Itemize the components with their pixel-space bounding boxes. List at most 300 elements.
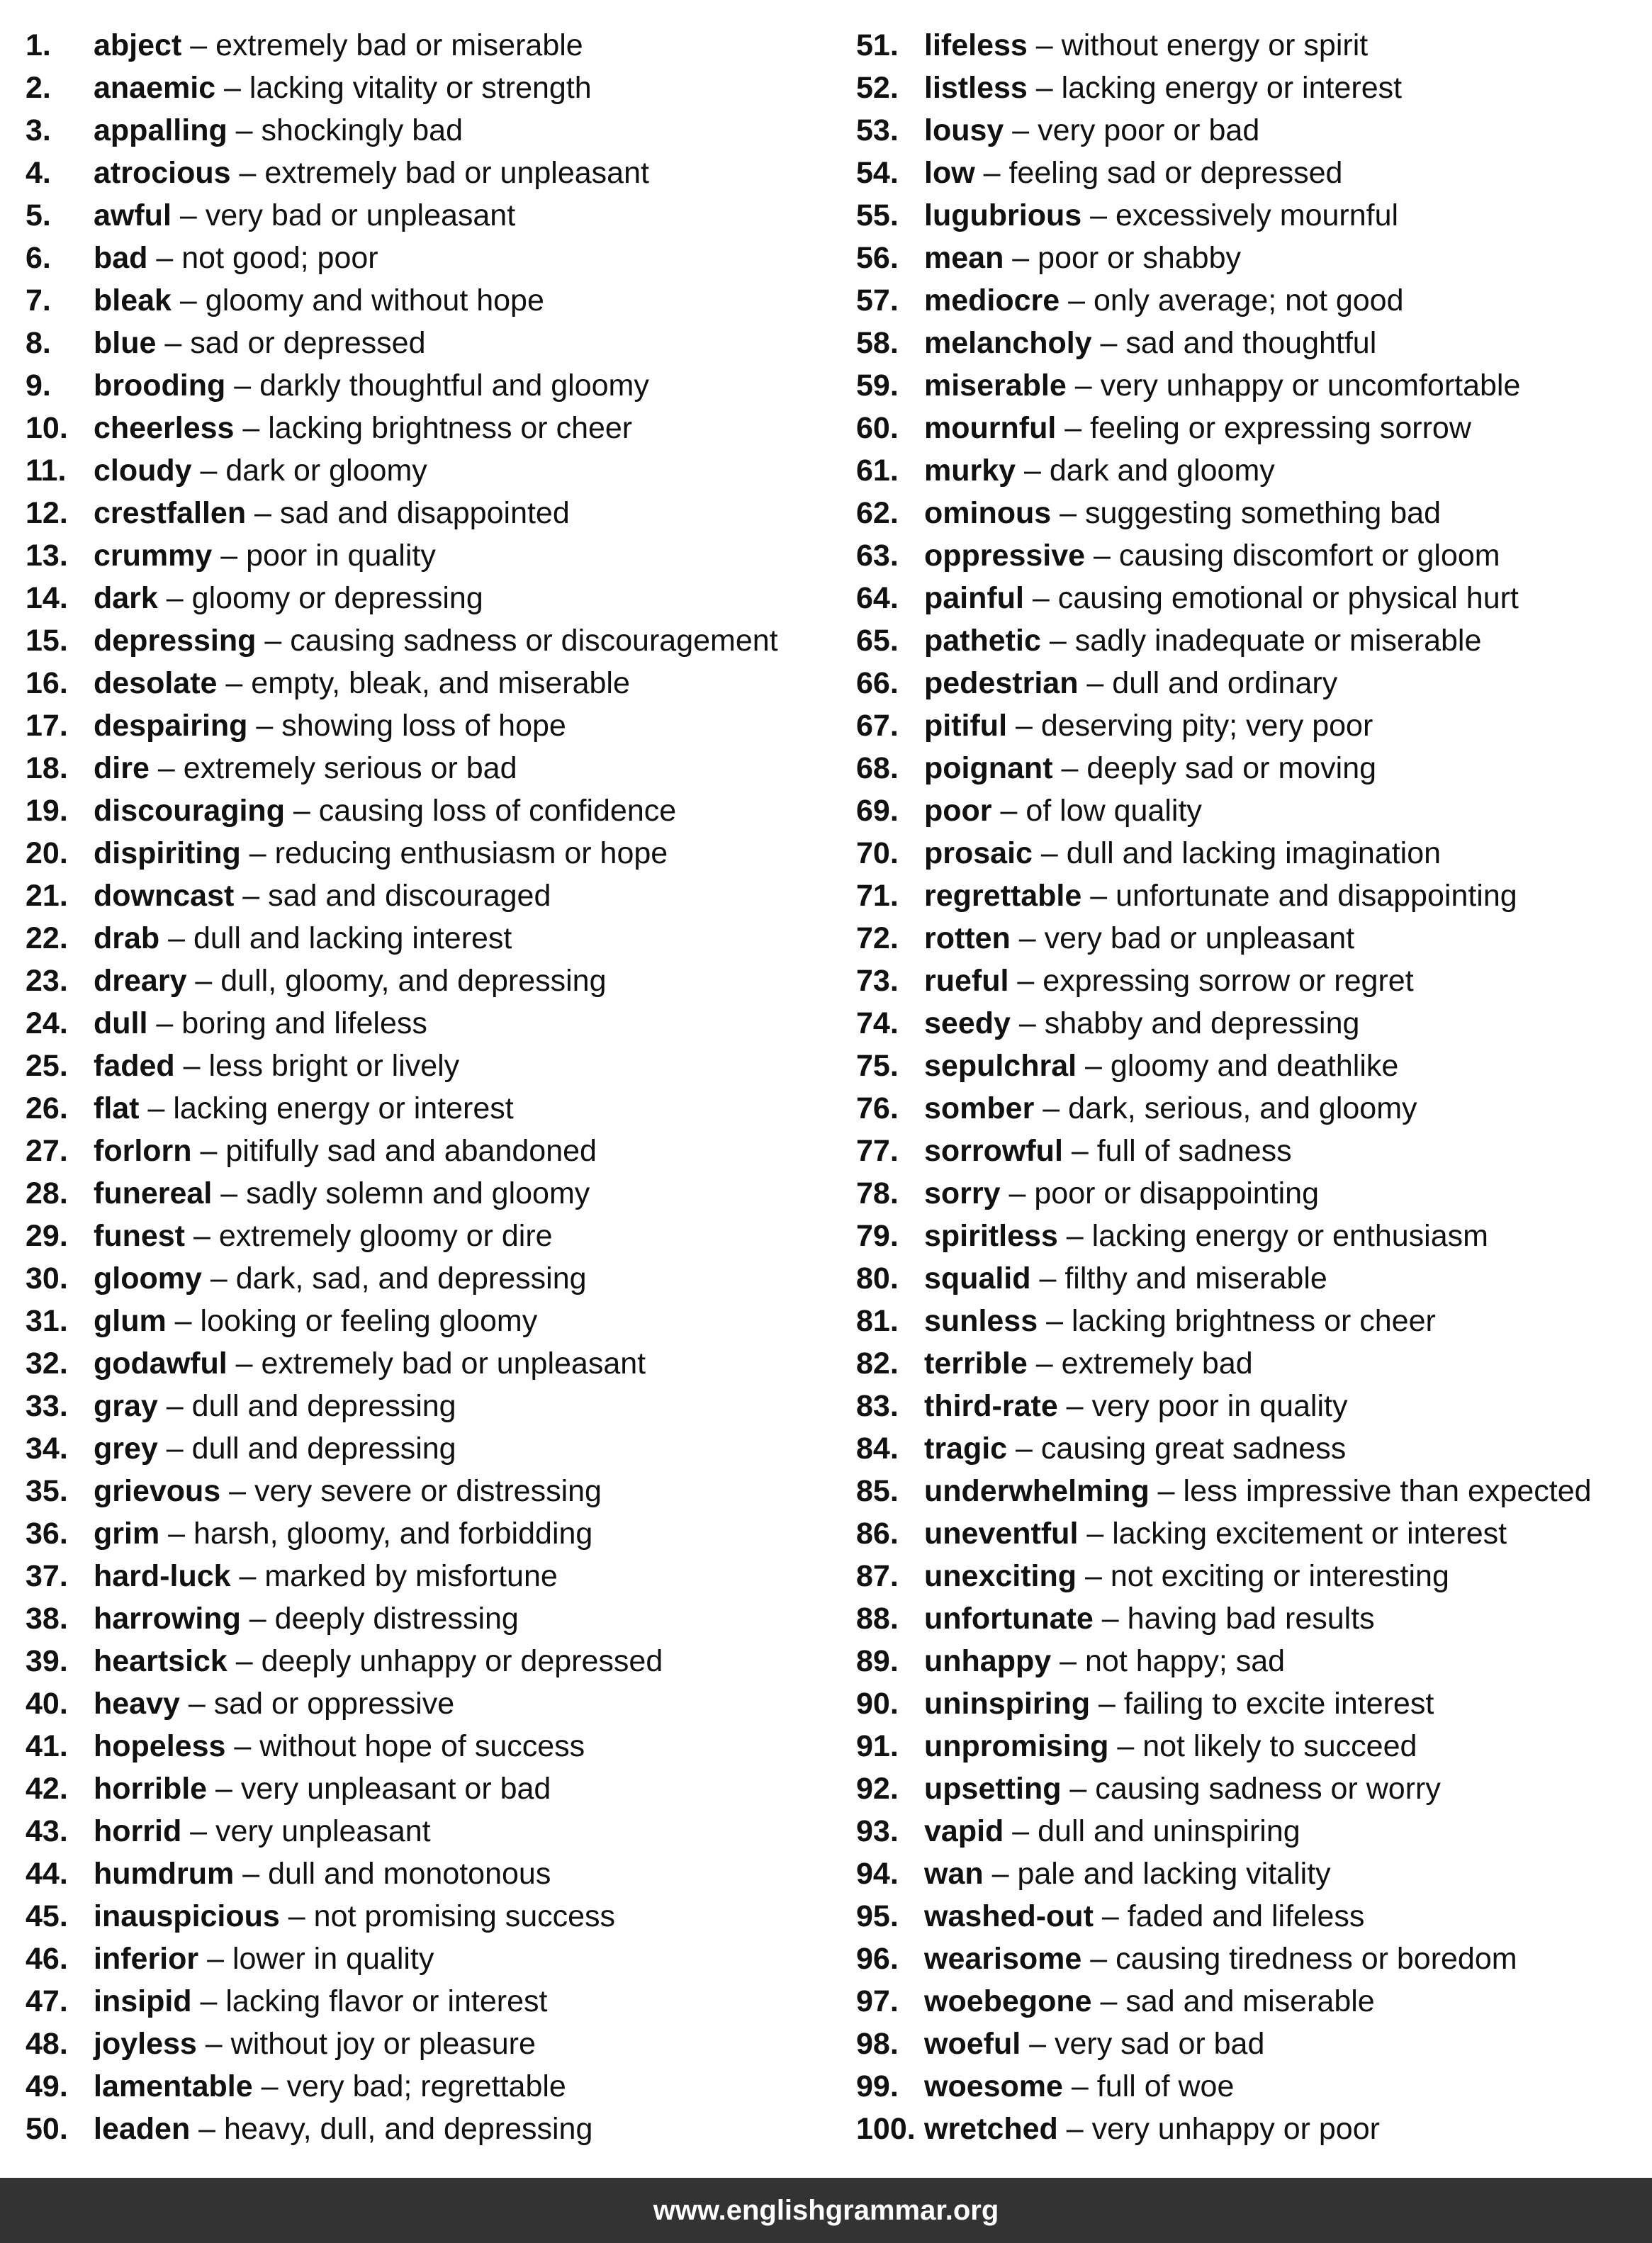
item-word: heavy [94, 1687, 180, 1721]
list-item [856, 322, 1643, 364]
item-word: cheerless [94, 411, 235, 445]
item-text [94, 2023, 536, 2065]
list-item [856, 1810, 1643, 1853]
item-definition: very bad or unpleasant [1044, 921, 1355, 955]
item-word: dull [94, 1006, 148, 1040]
item-word: gray [94, 1389, 158, 1423]
item-word: harrowing [94, 1602, 241, 1636]
list-item [26, 1810, 841, 1853]
item-separator: – [147, 1006, 182, 1040]
item-separator: – [1000, 1176, 1035, 1210]
item-definition: causing loss of confidence [318, 794, 677, 828]
item-number: 1. [26, 28, 51, 62]
item-word: ominous [924, 496, 1052, 530]
item-separator: – [1062, 2069, 1097, 2103]
item-word: insipid [94, 1984, 192, 2018]
item-number: 94. [856, 1857, 899, 1891]
item-number: 51. [856, 28, 899, 62]
item-number: 29. [26, 1219, 68, 1253]
item-number: 92. [856, 1772, 899, 1806]
item-number: 47. [26, 1984, 68, 2018]
item-definition: sad and discouraged [268, 879, 551, 913]
item-definition: gloomy or depressing [191, 581, 483, 615]
item-text [94, 1980, 547, 2023]
item-definition: pitifully sad and abandoned [225, 1134, 597, 1168]
item-text [924, 917, 1354, 960]
item-definition: very poor in quality [1091, 1389, 1348, 1423]
item-word: inauspicious [94, 1899, 280, 1933]
item-number: 69. [856, 794, 899, 828]
item-number: 18. [26, 751, 68, 785]
list-item [26, 1725, 841, 1767]
item-text [924, 492, 1441, 534]
item-separator: – [191, 1134, 226, 1168]
list-item [856, 1045, 1643, 1087]
item-definition: without energy or spirit [1061, 28, 1369, 62]
list-item [856, 364, 1643, 407]
item-separator: – [1007, 1432, 1041, 1466]
item-number: 15. [26, 624, 68, 658]
item-separator: – [1032, 836, 1067, 870]
item-number: 81. [856, 1304, 899, 1338]
item-word: washed-out [924, 1899, 1094, 1933]
item-text [924, 194, 1398, 237]
item-separator: – [1108, 1729, 1143, 1763]
item-separator: – [1091, 326, 1126, 360]
item-separator: – [1085, 539, 1119, 573]
item-text [94, 1257, 587, 1300]
item-separator: – [1027, 1347, 1062, 1381]
item-word: mean [924, 241, 1004, 275]
list-item [26, 109, 841, 152]
item-word: crummy [94, 539, 213, 573]
item-word: seedy [924, 1006, 1011, 1040]
item-word: atrocious [94, 156, 231, 190]
item-number: 11. [26, 454, 67, 488]
item-number: 57. [856, 283, 899, 317]
item-separator: – [230, 156, 265, 190]
item-text [924, 1512, 1507, 1555]
item-number: 35. [26, 1474, 68, 1508]
list-item [26, 1512, 841, 1555]
item-separator: – [1027, 71, 1062, 105]
item-number: 7. [26, 283, 51, 317]
item-word: depressing [94, 624, 257, 658]
item-text [94, 109, 463, 152]
item-definition: dark, serious, and gloomy [1068, 1091, 1417, 1125]
item-separator: – [157, 1389, 192, 1423]
item-number: 2. [26, 71, 51, 105]
list-item [26, 1980, 841, 2023]
item-number: 96. [856, 1942, 899, 1976]
item-definition: expressing sorrow or regret [1043, 964, 1414, 998]
item-word: horrid [94, 1814, 182, 1848]
item-text [94, 1427, 456, 1470]
item-text [924, 875, 1517, 917]
item-number: 19. [26, 794, 68, 828]
item-word: desolate [94, 666, 218, 700]
item-text [94, 279, 544, 322]
item-definition: extremely bad or unpleasant [261, 1347, 646, 1381]
list-item [856, 67, 1643, 109]
item-text [94, 1895, 615, 1938]
item-number: 6. [26, 241, 51, 275]
item-text [94, 152, 649, 194]
item-number: 50. [26, 2112, 68, 2146]
list-item [26, 364, 841, 407]
item-word: rueful [924, 964, 1009, 998]
list-item [856, 2023, 1643, 2065]
item-word: despairing [94, 709, 248, 743]
item-number: 46. [26, 1942, 68, 1976]
list-item [856, 1130, 1643, 1172]
item-word: grey [94, 1432, 158, 1466]
item-separator: – [190, 2112, 225, 2146]
item-word: terrible [924, 1347, 1028, 1381]
list-item [856, 1512, 1643, 1555]
item-separator: – [181, 1814, 216, 1848]
item-definition: very severe or distressing [254, 1474, 602, 1508]
item-separator: – [1093, 1899, 1128, 1933]
item-definition: darkly thoughtful and gloomy [259, 369, 649, 403]
item-definition: without joy or pleasure [230, 2027, 536, 2061]
item-number: 67. [856, 709, 899, 743]
list-item [26, 492, 841, 534]
item-word: lifeless [924, 28, 1028, 62]
item-text [924, 1682, 1434, 1725]
item-text [924, 1300, 1436, 1342]
list-item [856, 875, 1643, 917]
item-text [94, 1002, 427, 1045]
item-separator: – [191, 1984, 226, 2018]
item-definition: faded and lifeless [1127, 1899, 1365, 1933]
item-text [924, 1555, 1449, 1597]
list-item [26, 1895, 841, 1938]
item-separator: – [1051, 1644, 1085, 1678]
item-text [94, 1087, 514, 1130]
list-item [26, 152, 841, 194]
item-definition: empty, bleak, and miserable [251, 666, 630, 700]
item-text [924, 1342, 1253, 1385]
item-definition: causing sadness or worry [1095, 1772, 1441, 1806]
item-definition: less bright or lively [208, 1049, 460, 1083]
item-number: 33. [26, 1389, 68, 1423]
item-separator: – [1027, 28, 1062, 62]
list-item [26, 1767, 841, 1810]
item-separator: – [149, 751, 184, 785]
item-number: 71. [856, 879, 899, 913]
item-text [924, 1385, 1347, 1427]
item-word: bad [94, 241, 148, 275]
list-item [856, 917, 1643, 960]
item-separator: – [181, 28, 216, 62]
item-separator: – [1040, 624, 1075, 658]
item-definition: deeply unhappy or depressed [261, 1644, 663, 1678]
item-text [94, 577, 483, 619]
list-item [856, 2065, 1643, 2108]
item-number: 3. [26, 113, 51, 147]
item-number: 10. [26, 411, 68, 445]
item-word: glum [94, 1304, 167, 1338]
item-text [924, 1938, 1517, 1980]
list-item [856, 1853, 1643, 1895]
list-item [856, 1640, 1643, 1682]
item-word: tragic [924, 1432, 1008, 1466]
item-number: 65. [856, 624, 899, 658]
item-text [924, 152, 1342, 194]
item-word: leaden [94, 2112, 191, 2146]
item-definition: very bad or unpleasant [205, 198, 516, 232]
item-word: oppressive [924, 539, 1086, 573]
item-text [94, 364, 649, 407]
item-text [94, 1640, 663, 1682]
item-number: 60. [856, 411, 899, 445]
item-text [924, 1002, 1359, 1045]
item-separator: – [256, 624, 291, 658]
item-text [924, 1257, 1327, 1300]
item-word: woeful [924, 2027, 1021, 2061]
item-word: regrettable [924, 879, 1082, 913]
item-word: mournful [924, 411, 1057, 445]
list-item [26, 1130, 841, 1172]
item-number: 40. [26, 1687, 68, 1721]
item-separator: – [212, 1176, 247, 1210]
item-separator: – [1030, 1261, 1065, 1295]
item-separator: – [1010, 921, 1045, 955]
item-definition: extremely bad [1061, 1347, 1253, 1381]
item-number: 43. [26, 1814, 68, 1848]
item-definition: dull and depressing [191, 1389, 456, 1423]
item-definition: dark or gloomy [225, 454, 427, 488]
item-definition: causing discomfort or gloom [1118, 539, 1500, 573]
item-definition: of low quality [1026, 794, 1202, 828]
item-definition: deeply sad or moving [1086, 751, 1377, 785]
list-item [856, 407, 1643, 449]
item-definition: gloomy and without hope [205, 283, 544, 317]
item-separator: – [1091, 1984, 1126, 2018]
item-text [924, 322, 1376, 364]
item-definition: dark and gloomy [1049, 454, 1275, 488]
item-word: sunless [924, 1304, 1038, 1338]
item-text [94, 917, 512, 960]
item-definition: sad or depressed [190, 326, 426, 360]
item-text [94, 662, 630, 704]
item-word: rotten [924, 921, 1011, 955]
item-separator: – [284, 794, 319, 828]
item-text [94, 534, 436, 577]
item-text [924, 1725, 1417, 1767]
item-number: 98. [856, 2027, 899, 2061]
item-word: miserable [924, 369, 1067, 403]
item-word: horrible [94, 1772, 208, 1806]
list-item [26, 832, 841, 875]
item-definition: very unhappy or poor [1091, 2112, 1380, 2146]
item-definition: causing tiredness or boredom [1116, 1942, 1517, 1976]
item-text [924, 1767, 1441, 1810]
item-word: upsetting [924, 1772, 1062, 1806]
item-text [94, 24, 583, 67]
item-separator: – [240, 1602, 275, 1636]
item-text [94, 747, 517, 789]
item-number: 66. [856, 666, 899, 700]
item-word: uninspiring [924, 1687, 1091, 1721]
list-item [26, 875, 841, 917]
item-separator: – [215, 71, 249, 105]
item-number: 68. [856, 751, 899, 785]
item-definition: looking or feeling gloomy [200, 1304, 538, 1338]
item-number: 76. [856, 1091, 899, 1125]
item-text [924, 1853, 1331, 1895]
item-number: 32. [26, 1347, 68, 1381]
item-definition: sad or oppressive [213, 1687, 455, 1721]
list-item [26, 1257, 841, 1300]
item-definition: full of woe [1096, 2069, 1235, 2103]
item-number: 95. [856, 1899, 899, 1933]
footer-url[interactable]: www.englishgrammar.org [653, 2194, 999, 2226]
item-text [924, 832, 1441, 875]
item-text [924, 2065, 1234, 2108]
item-text [94, 1300, 537, 1342]
item-word: uneventful [924, 1517, 1079, 1551]
item-separator: – [279, 1899, 314, 1933]
list-item [856, 789, 1643, 832]
list-item [856, 1470, 1643, 1512]
item-word: lousy [924, 113, 1004, 147]
item-number: 58. [856, 326, 899, 360]
list-item [856, 2108, 1643, 2150]
item-text [924, 1130, 1292, 1172]
item-word: godawful [94, 1347, 227, 1381]
item-word: wretched [924, 2112, 1058, 2146]
item-word: third-rate [924, 1389, 1058, 1423]
list-item [26, 917, 841, 960]
item-separator: – [225, 369, 260, 403]
item-word: humdrum [94, 1857, 235, 1891]
list-item [26, 789, 841, 832]
list-item [26, 1853, 841, 1895]
item-text [924, 662, 1337, 704]
item-word: hard-luck [94, 1559, 231, 1593]
item-separator: – [1066, 369, 1101, 403]
list-item [856, 577, 1643, 619]
item-separator: – [1061, 1772, 1096, 1806]
item-word: downcast [94, 879, 235, 913]
item-text [94, 1470, 602, 1512]
item-number: 78. [856, 1176, 899, 1210]
item-number: 99. [856, 2069, 899, 2103]
item-number: 93. [856, 1814, 899, 1848]
item-text [924, 960, 1414, 1002]
item-text [924, 747, 1376, 789]
item-word: dire [94, 751, 150, 785]
item-word: blue [94, 326, 157, 360]
item-text [94, 449, 427, 492]
list-item [26, 577, 841, 619]
item-separator: – [247, 709, 282, 743]
item-word: murky [924, 454, 1016, 488]
item-word: anaemic [94, 71, 216, 105]
item-separator: – [1034, 1091, 1069, 1125]
item-definition: causing great sadness [1040, 1432, 1347, 1466]
item-separator: – [220, 1474, 255, 1508]
item-word: unhappy [924, 1644, 1052, 1678]
item-definition: very sad or bad [1054, 2027, 1265, 2061]
item-definition: only average; not good [1094, 283, 1404, 317]
item-separator: – [1023, 581, 1058, 615]
item-definition: dull and lacking imagination [1066, 836, 1442, 870]
item-separator: – [1010, 1006, 1045, 1040]
item-number: 55. [856, 198, 899, 232]
list-item [856, 1342, 1643, 1385]
item-definition: very unpleasant [215, 1814, 431, 1848]
item-separator: – [1093, 1602, 1128, 1636]
item-separator: – [1081, 1942, 1116, 1976]
item-text [924, 1597, 1375, 1640]
list-item [856, 662, 1643, 704]
item-number: 27. [26, 1134, 68, 1168]
item-definition: lacking brightness or cheer [1071, 1304, 1436, 1338]
item-separator: – [1077, 1559, 1111, 1593]
item-text [94, 237, 378, 279]
item-word: dark [94, 581, 158, 615]
list-item [856, 109, 1643, 152]
item-number: 56. [856, 241, 899, 275]
item-word: lugubrious [924, 198, 1082, 232]
list-item [856, 1682, 1643, 1725]
item-word: bleak [94, 283, 172, 317]
list-item [856, 1597, 1643, 1640]
item-text [924, 449, 1275, 492]
item-text [924, 67, 1402, 109]
item-word: joyless [94, 2027, 197, 2061]
list-item [26, 1045, 841, 1087]
item-definition: harsh, gloomy, and forbidding [193, 1517, 593, 1551]
item-separator: – [171, 198, 206, 232]
item-word: somber [924, 1091, 1035, 1125]
item-definition: filthy and miserable [1064, 1261, 1327, 1295]
list-item [856, 1427, 1643, 1470]
item-number: 22. [26, 921, 68, 955]
list-item [26, 2023, 841, 2065]
list-item [26, 1470, 841, 1512]
item-number: 59. [856, 369, 899, 403]
list-item [856, 1725, 1643, 1767]
item-definition: sadly solemn and gloomy [246, 1176, 590, 1210]
item-text [94, 1853, 551, 1895]
left-column [26, 24, 841, 2150]
item-separator: – [159, 921, 193, 955]
item-separator: – [974, 156, 1009, 190]
item-definition: extremely bad or unpleasant [264, 156, 649, 190]
item-number: 85. [856, 1474, 899, 1508]
item-number: 100. [856, 2112, 916, 2146]
item-separator: – [991, 794, 1026, 828]
item-word: mediocre [924, 283, 1060, 317]
item-text [94, 1597, 519, 1640]
item-word: sorry [924, 1176, 1001, 1210]
item-separator: – [230, 1559, 265, 1593]
item-word: prosaic [924, 836, 1033, 870]
item-number: 72. [856, 921, 899, 955]
item-separator: – [1016, 454, 1050, 488]
list-item [26, 619, 841, 662]
item-definition: dull and depressing [191, 1432, 456, 1466]
item-number: 83. [856, 1389, 899, 1423]
item-word: funest [94, 1219, 185, 1253]
list-item [26, 237, 841, 279]
item-definition: poor or disappointing [1034, 1176, 1320, 1210]
item-number: 73. [856, 964, 899, 998]
